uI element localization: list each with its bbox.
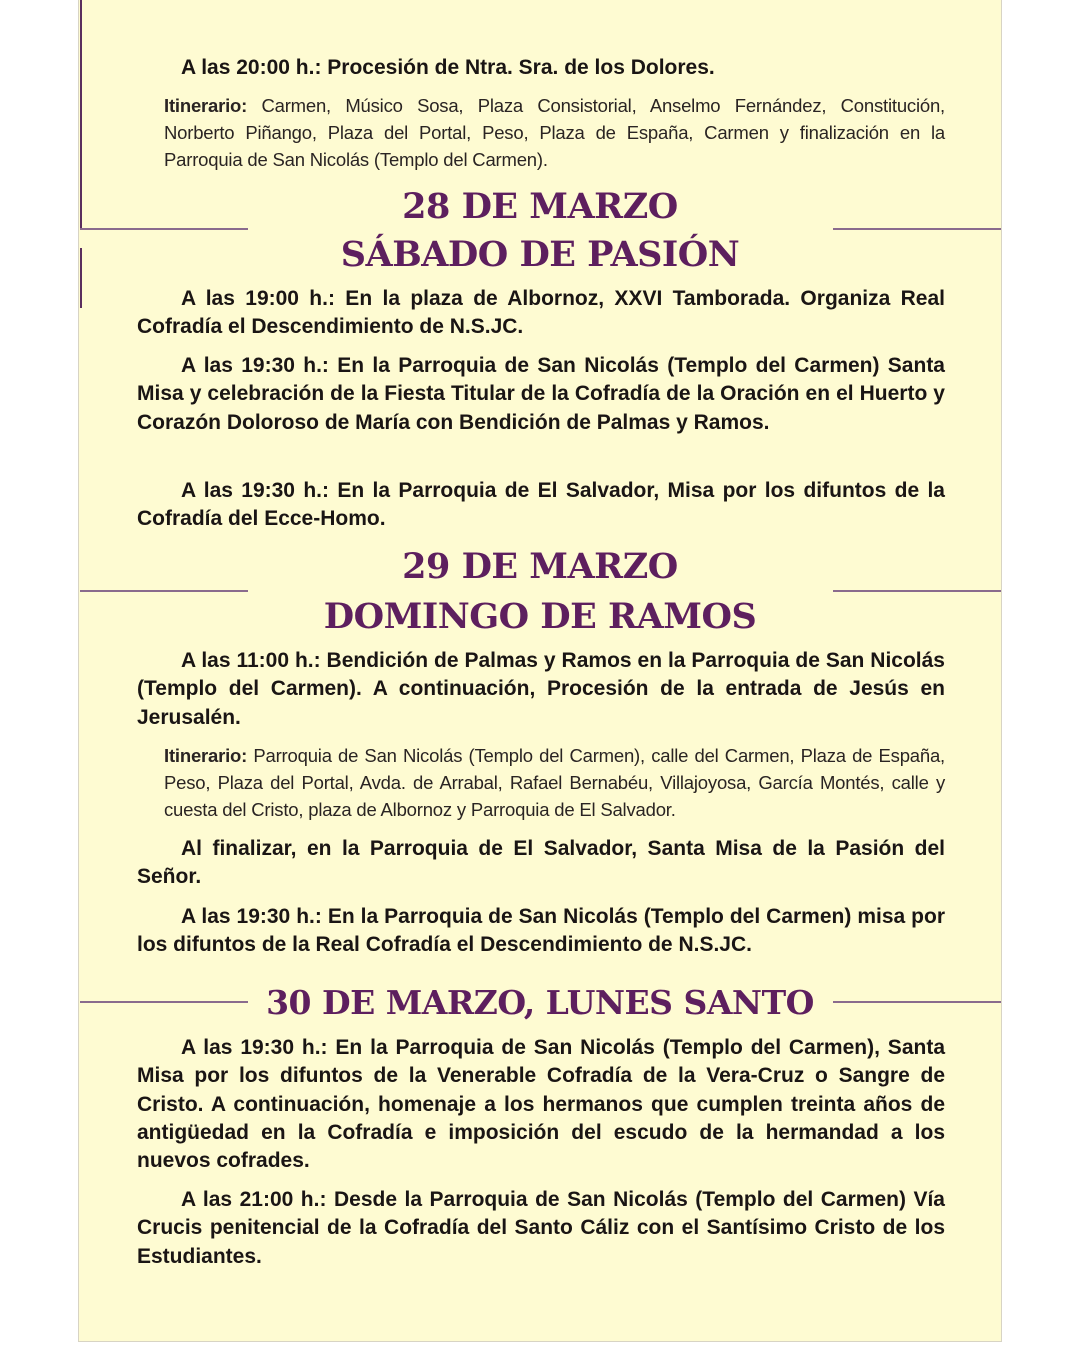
section-rule-left: [80, 228, 248, 230]
event-misa-pasion: Al finalizar, en la Parroquia de El Salvador, Santa Misa de la Pasión del Señor.: [137, 837, 945, 889]
itinerary-label: Itinerario:: [164, 95, 248, 116]
event-procesion-dolores: A las 20:00 h.: Procesión de Ntra. Sra. de los Dolores.: [181, 56, 715, 79]
event-misa-vera-cruz: A las 19:30 h.: En la Parroquia de San Nicolás (Templo del Carmen), Santa Misa por los difuntos de la Venerable Cofradía de la Vera-Cruz o Sangre de Cristo. A continuación, homenaje a los hermanos que cumplen treinta años de antigüedad en la Cofradía e imposición del escudo de la hermandad a los nuevos cofrades.: [137, 1036, 945, 1173]
section-heading-lunes-santo: 30 DE MARZO, LUNES SANTO: [266, 983, 814, 1022]
event-bendicion-palmas: A las 11:00 h.: Bendición de Palmas y Ramos en la Parroquia de San Nicolás (Templo del Carmen). A continuación, Procesión de la entrada de Jesús en Jerusalén.: [137, 649, 945, 729]
itinerary-ramos: [164, 742, 945, 823]
section-heading-day: SÁBADO DE PASIÓN: [340, 234, 740, 275]
itinerary-dolores: [164, 92, 945, 173]
event-misa-ecce-homo: A las 19:30 h.: En la Parroquia de El Salvador, Misa por los difuntos de la Cofradía del Ecce-Homo.: [137, 479, 945, 531]
event-misa-descendimiento: A las 19:30 h.: En la Parroquia de San Nicolás (Templo del Carmen) misa por los difuntos de la Real Cofradía el Descendimiento de N.S.JC.: [137, 905, 945, 957]
section-heading-date: 29 DE MARZO: [402, 546, 678, 587]
event-via-crucis: A las 21:00 h.: Desde la Parroquia de San Nicolás (Templo del Carmen) Vía Crucis penitencial de la Cofradía del Santo Cáliz con el Santísimo Cristo de los Estudiantes.: [137, 1188, 945, 1268]
section-rule-right: [833, 228, 1001, 230]
section-rule-left: [80, 590, 248, 592]
itinerary-text: Carmen, Músico Sosa, Plaza Consistorial, Anselmo Fernández, Constitución, Norberto Piñango, Plaza del Portal, Peso, Plaza de España, Carmen y finalización en la Parroquia de San Nicolás (Templo del Carmen).: [164, 95, 945, 170]
section-rule-right: [833, 590, 1001, 592]
event-fiesta-titular: A las 19:30 h.: En la Parroquia de San Nicolás (Templo del Carmen) Santa Misa y celebración de la Fiesta Titular de la Cofradía de la Oración en el Huerto y Corazón Doloroso de María con Bendición de Palmas y Ramos.: [137, 354, 945, 434]
itinerary-label: Itinerario:: [164, 745, 248, 766]
section-heading-day: DOMINGO DE RAMOS: [323, 596, 757, 637]
section-heading-date: 28 DE MARZO: [402, 186, 678, 227]
event-tamborada: A las 19:00 h.: En la plaza de Albornoz, XXVI Tamborada. Organiza Real Cofradía el Descendimiento de N.S.JC.: [137, 287, 945, 339]
itinerary-text: Parroquia de San Nicolás (Templo del Carmen), calle del Carmen, Plaza de España, Peso, Plaza del Portal, Avda. de Arrabal, Rafael Bernabéu, Villajoyosa, García Montés, calle y cuesta del Cristo, plaza de Albornoz y Parroquia de El Salvador.: [164, 745, 945, 820]
